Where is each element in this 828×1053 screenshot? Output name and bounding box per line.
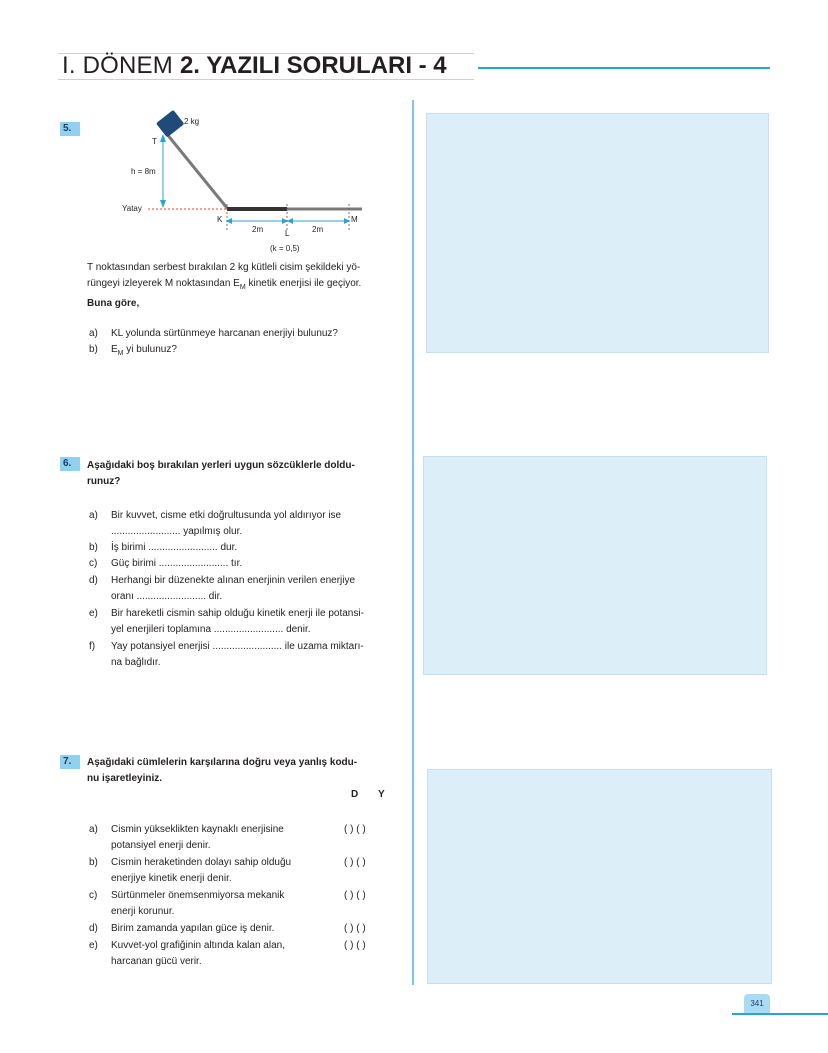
q7-item-d: d) Birim zamanda yapılan güce iş denir. <box>89 923 275 934</box>
dim-lm-head-left <box>287 218 293 224</box>
page-title-strong: 2. YAZILI SORULARI - 4 <box>179 52 447 79</box>
column-header-y: Y <box>378 789 385 800</box>
q5-stem <box>87 260 399 312</box>
q5-stem-line2: rüngeyi izleyerek M noktasından $E_M$ kinetik enerjisi ile geçiyor. <box>87 278 362 291</box>
mass-block <box>156 110 184 138</box>
label-horizontal: Yatay <box>122 204 142 213</box>
q7-answer-boxes-c[interactable]: ( ) ( ) <box>344 890 366 901</box>
question-number-7: 7. <box>60 755 80 769</box>
page-title <box>62 52 447 80</box>
answer-box-q7[interactable] <box>427 769 772 984</box>
q6-title: Aşağıdaki boş bırakılan yerleri uygun sözcüklerle doldu- runuz? <box>87 460 355 487</box>
answer-box-q6[interactable] <box>423 456 767 675</box>
q7-answer-boxes-b[interactable]: ( ) ( ) <box>344 857 366 868</box>
q5-stem-line1: T noktasından serbest bırakılan 2 kg kütleli cisim şekildeki yö- <box>87 262 361 273</box>
question-number-5: 5. <box>60 122 80 136</box>
q6-item-b: b) İş birimi ......................... dur. <box>89 542 238 553</box>
height-arrow-head-bottom <box>160 200 166 208</box>
q7-item-b: b) Cismin heraketinden dolayı sahip olduğu enerjiye kinetik enerji denir. <box>89 857 292 884</box>
q6-item-c: c) Güç birimi ......................... tır. <box>89 558 243 569</box>
q6-item-e: e) Bir hareketli cismin sahip olduğu kinetik enerji ile potansi- yel enerjileri toplamına ......................... denir. <box>89 608 364 635</box>
q7-item-e: e) Kuvvet-yol grafiğinin altında kalan alan, harcanan gücü verir. <box>89 940 285 967</box>
q6-item-d: d) Herhangi bir düzenekte alınan enerjinin verilen enerjiye oranı ......................... dir. <box>89 575 356 602</box>
label-dist-lm: 2m <box>312 225 324 234</box>
column-header-d: D <box>351 789 359 800</box>
label-mass: 2 kg <box>184 117 200 126</box>
label-height: h = 8m <box>131 167 156 176</box>
page-title-lead: I. DÖNEM <box>62 52 173 79</box>
q7-item-a: a) Cismin yükseklikten kaynaklı enerjisine potansiyel enerji denir. <box>89 824 284 851</box>
question-number-6: 6. <box>60 457 80 471</box>
label-friction: (k = 0,5) <box>270 244 300 253</box>
q6-item-a: a) Bir kuvvet, cisme etki doğrultusunda yol aldırıyor ise ......................... yapılmış olur. <box>89 510 342 537</box>
label-point-m: M <box>351 215 358 224</box>
q7-answer-boxes-e[interactable]: ( ) ( ) <box>344 940 366 951</box>
q5-figure <box>100 108 380 258</box>
page-number: 341 <box>744 994 770 1014</box>
label-point-k: K <box>217 215 223 224</box>
footer-accent-line <box>732 1013 828 1015</box>
label-dist-kl: 2m <box>252 225 264 234</box>
q5-stem-line3: Buna göre, <box>87 298 140 309</box>
q7-answer-boxes-a[interactable]: ( ) ( ) <box>344 824 366 835</box>
q5-item-b: b) $E_M$ yi bulunuz? <box>89 344 177 357</box>
header-rule-bottom <box>58 79 474 80</box>
height-arrow-head-top <box>160 134 166 142</box>
incline-surface <box>162 128 227 208</box>
q7-answer-boxes-d[interactable]: ( ) ( ) <box>344 923 366 934</box>
q7-title: Aşağıdaki cümlelerin karşılarına doğru veya yanlış kodu- nu işaretleyiniz. <box>87 757 358 784</box>
q5-item-a: a) KL yolunda sürtünmeye harcanan enerjiyi bulunuz? <box>89 328 338 339</box>
label-point-t: T <box>152 137 157 146</box>
answer-box-q5[interactable] <box>426 113 769 353</box>
q7-item-c: c) Sürtünmeler önemsenmiyorsa mekanik enerji korunur. <box>89 890 285 917</box>
column-divider <box>412 100 414 985</box>
q6-item-f: f) Yay potansiyel enerjisi ......................... ile uzama miktarı- na bağlıdır. <box>89 641 364 668</box>
label-point-l: L <box>285 229 290 238</box>
header-accent-line <box>478 67 770 69</box>
